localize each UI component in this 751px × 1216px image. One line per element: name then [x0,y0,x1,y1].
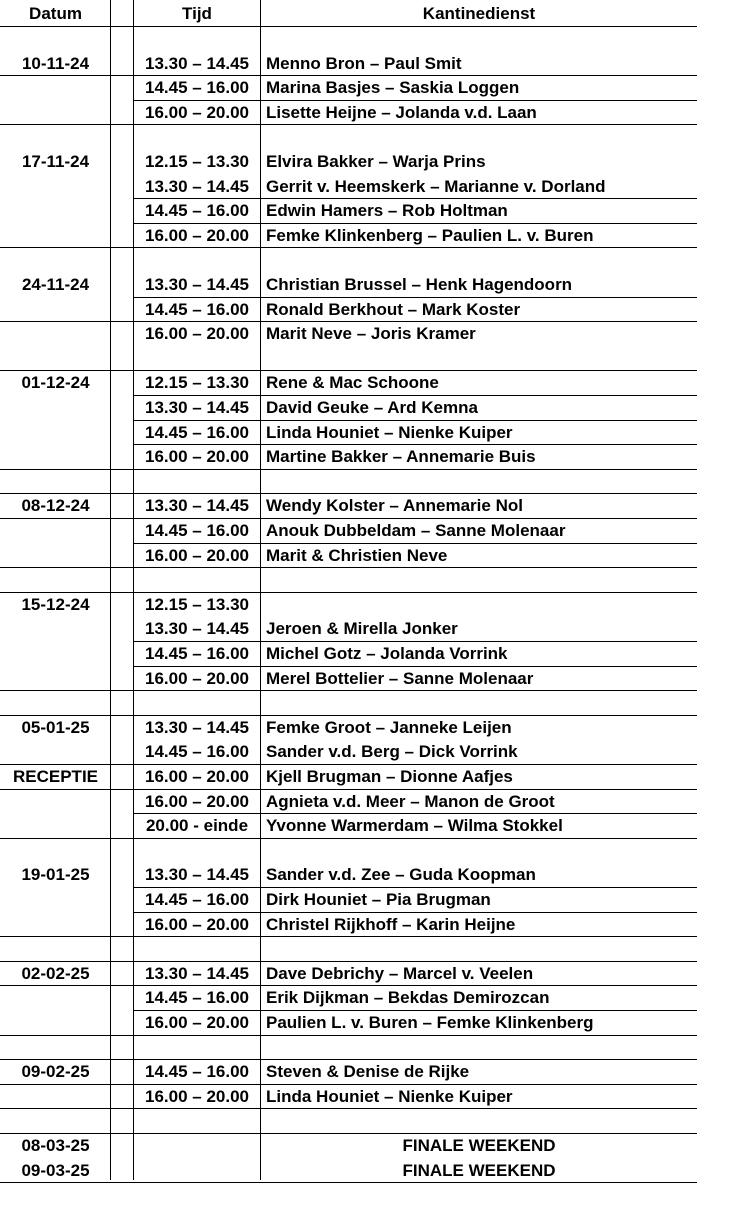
row-staff: Sander v.d. Berg – Dick Vorrink [266,742,518,761]
row-time: 13.30 – 14.45 [145,177,249,196]
row-date: 01-12-24 [21,373,90,392]
row-staff: Rene & Mac Schoone [266,373,439,392]
row-time: 14.45 – 16.00 [145,201,249,220]
row-date: 19-01-25 [21,865,90,884]
row-staff: Yvonne Warmerdam – Wilma Stokkel [266,816,563,835]
row-date: 08-03-25 [21,1136,90,1155]
row-date: 17-11-24 [21,152,90,171]
row-time: 14.45 – 16.00 [145,300,249,319]
row-date: 10-11-24 [21,54,90,73]
row-time: 12.15 – 13.30 [145,373,249,392]
row-staff: Menno Bron – Paul Smit [266,54,462,73]
row-time: 14.45 – 16.00 [145,890,249,909]
row-separator [0,1035,697,1036]
row-time: 16.00 – 20.00 [145,1013,249,1032]
header-tijd: Tijd [182,4,212,23]
row-staff: Femke Groot – Janneke Leijen [266,718,512,737]
row-finale-label: FINALE WEEKEND [402,1136,556,1155]
row-date: RECEPTIE [12,767,99,786]
column-divider [260,0,261,1180]
row-time: 12.15 – 13.30 [145,595,249,614]
row-separator [0,469,697,470]
row-staff: Gerrit v. Heemskerk – Marianne v. Dorland [266,177,606,196]
row-date: 08-12-24 [21,496,90,515]
row-date: 05-01-25 [21,718,90,737]
row-time: 13.30 – 14.45 [145,54,249,73]
row-staff: Erik Dijkman – Bekdas Demirozcan [266,988,550,1007]
row-date: 09-03-25 [21,1161,90,1180]
row-staff: Edwin Hamers – Rob Holtman [266,201,508,220]
row-time: 14.45 – 16.00 [145,521,249,540]
header-kantinedienst: Kantinedienst [422,4,536,23]
row-staff: Jeroen & Mirella Jonker [266,619,458,638]
row-time: 14.45 – 16.00 [145,644,249,663]
row-staff: Martine Bakker – Annemarie Buis [266,447,536,466]
row-staff: Sander v.d. Zee – Guda Koopman [266,865,536,884]
row-time: 13.30 – 14.45 [145,496,249,515]
row-time: 14.45 – 16.00 [145,988,249,1007]
row-staff: Anouk Dubbeldam – Sanne Molenaar [266,521,566,540]
row-time: 16.00 – 20.00 [145,1087,249,1106]
row-time: 16.00 – 20.00 [145,915,249,934]
row-staff: Christel Rijkhoff – Karin Heijne [266,915,516,934]
row-separator [0,838,697,839]
row-staff: Marit & Christien Neve [266,546,448,565]
row-time: 13.30 – 14.45 [145,964,249,983]
row-staff: Michel Gotz – Jolanda Vorrink [266,644,508,663]
row-time: 14.45 – 16.00 [145,1062,249,1081]
row-staff: David Geuke – Ard Kemna [266,398,478,417]
row-time: 16.00 – 20.00 [145,767,249,786]
row-date: 02-02-25 [21,964,90,983]
row-time: 13.30 – 14.45 [145,619,249,638]
row-staff: Lisette Heijne – Jolanda v.d. Laan [266,103,537,122]
row-time: 12.15 – 13.30 [145,152,249,171]
row-time: 14.45 – 16.00 [145,78,249,97]
row-staff: Linda Houniet – Nienke Kuiper [266,1087,513,1106]
row-staff: Marit Neve – Joris Kramer [266,324,476,343]
row-staff: Merel Bottelier – Sanne Molenaar [266,669,534,688]
row-time: 16.00 – 20.00 [145,792,249,811]
row-time: 14.45 – 16.00 [145,742,249,761]
row-separator [0,26,697,27]
row-staff: Wendy Kolster – Annemarie Nol [266,496,523,515]
row-date: 24-11-24 [21,275,90,294]
row-staff: Agnieta v.d. Meer – Manon de Groot [266,792,555,811]
row-staff: Ronald Berkhout – Mark Koster [266,300,521,319]
row-time: 16.00 – 20.00 [145,669,249,688]
row-staff: Dave Debrichy – Marcel v. Veelen [266,964,534,983]
row-staff: Marina Basjes – Saskia Loggen [266,78,520,97]
row-time: 14.45 – 16.00 [145,423,249,442]
row-time: 13.30 – 14.45 [145,398,249,417]
row-time: 16.00 – 20.00 [145,324,249,343]
row-staff: Kjell Brugman – Dionne Aafjes [266,767,513,786]
row-date: 15-12-24 [21,595,90,614]
row-staff: Steven & Denise de Rijke [266,1062,470,1081]
row-time: 13.30 – 14.45 [145,865,249,884]
row-finale-label: FINALE WEEKEND [402,1161,556,1180]
row-date: 09-02-25 [21,1062,90,1081]
row-time: 16.00 – 20.00 [145,226,249,245]
column-divider [110,0,111,1180]
row-time: 13.30 – 14.45 [145,275,249,294]
row-time: 16.00 – 20.00 [145,447,249,466]
row-staff: Linda Houniet – Nienke Kuiper [266,423,513,442]
row-staff: Elvira Bakker – Warja Prins [266,152,486,171]
row-staff: Christian Brussel – Henk Hagendoorn [266,275,573,294]
row-time: 20.00 - einde [145,816,249,835]
row-staff: Dirk Houniet – Pia Brugman [266,890,491,909]
row-staff: Femke Klinkenberg – Paulien L. v. Buren [266,226,594,245]
header-datum: Datum [29,4,82,23]
row-time: 16.00 – 20.00 [145,103,249,122]
row-time: 16.00 – 20.00 [145,546,249,565]
row-time: 13.30 – 14.45 [145,718,249,737]
row-staff: Paulien L. v. Buren – Femke Klinkenberg [266,1013,594,1032]
